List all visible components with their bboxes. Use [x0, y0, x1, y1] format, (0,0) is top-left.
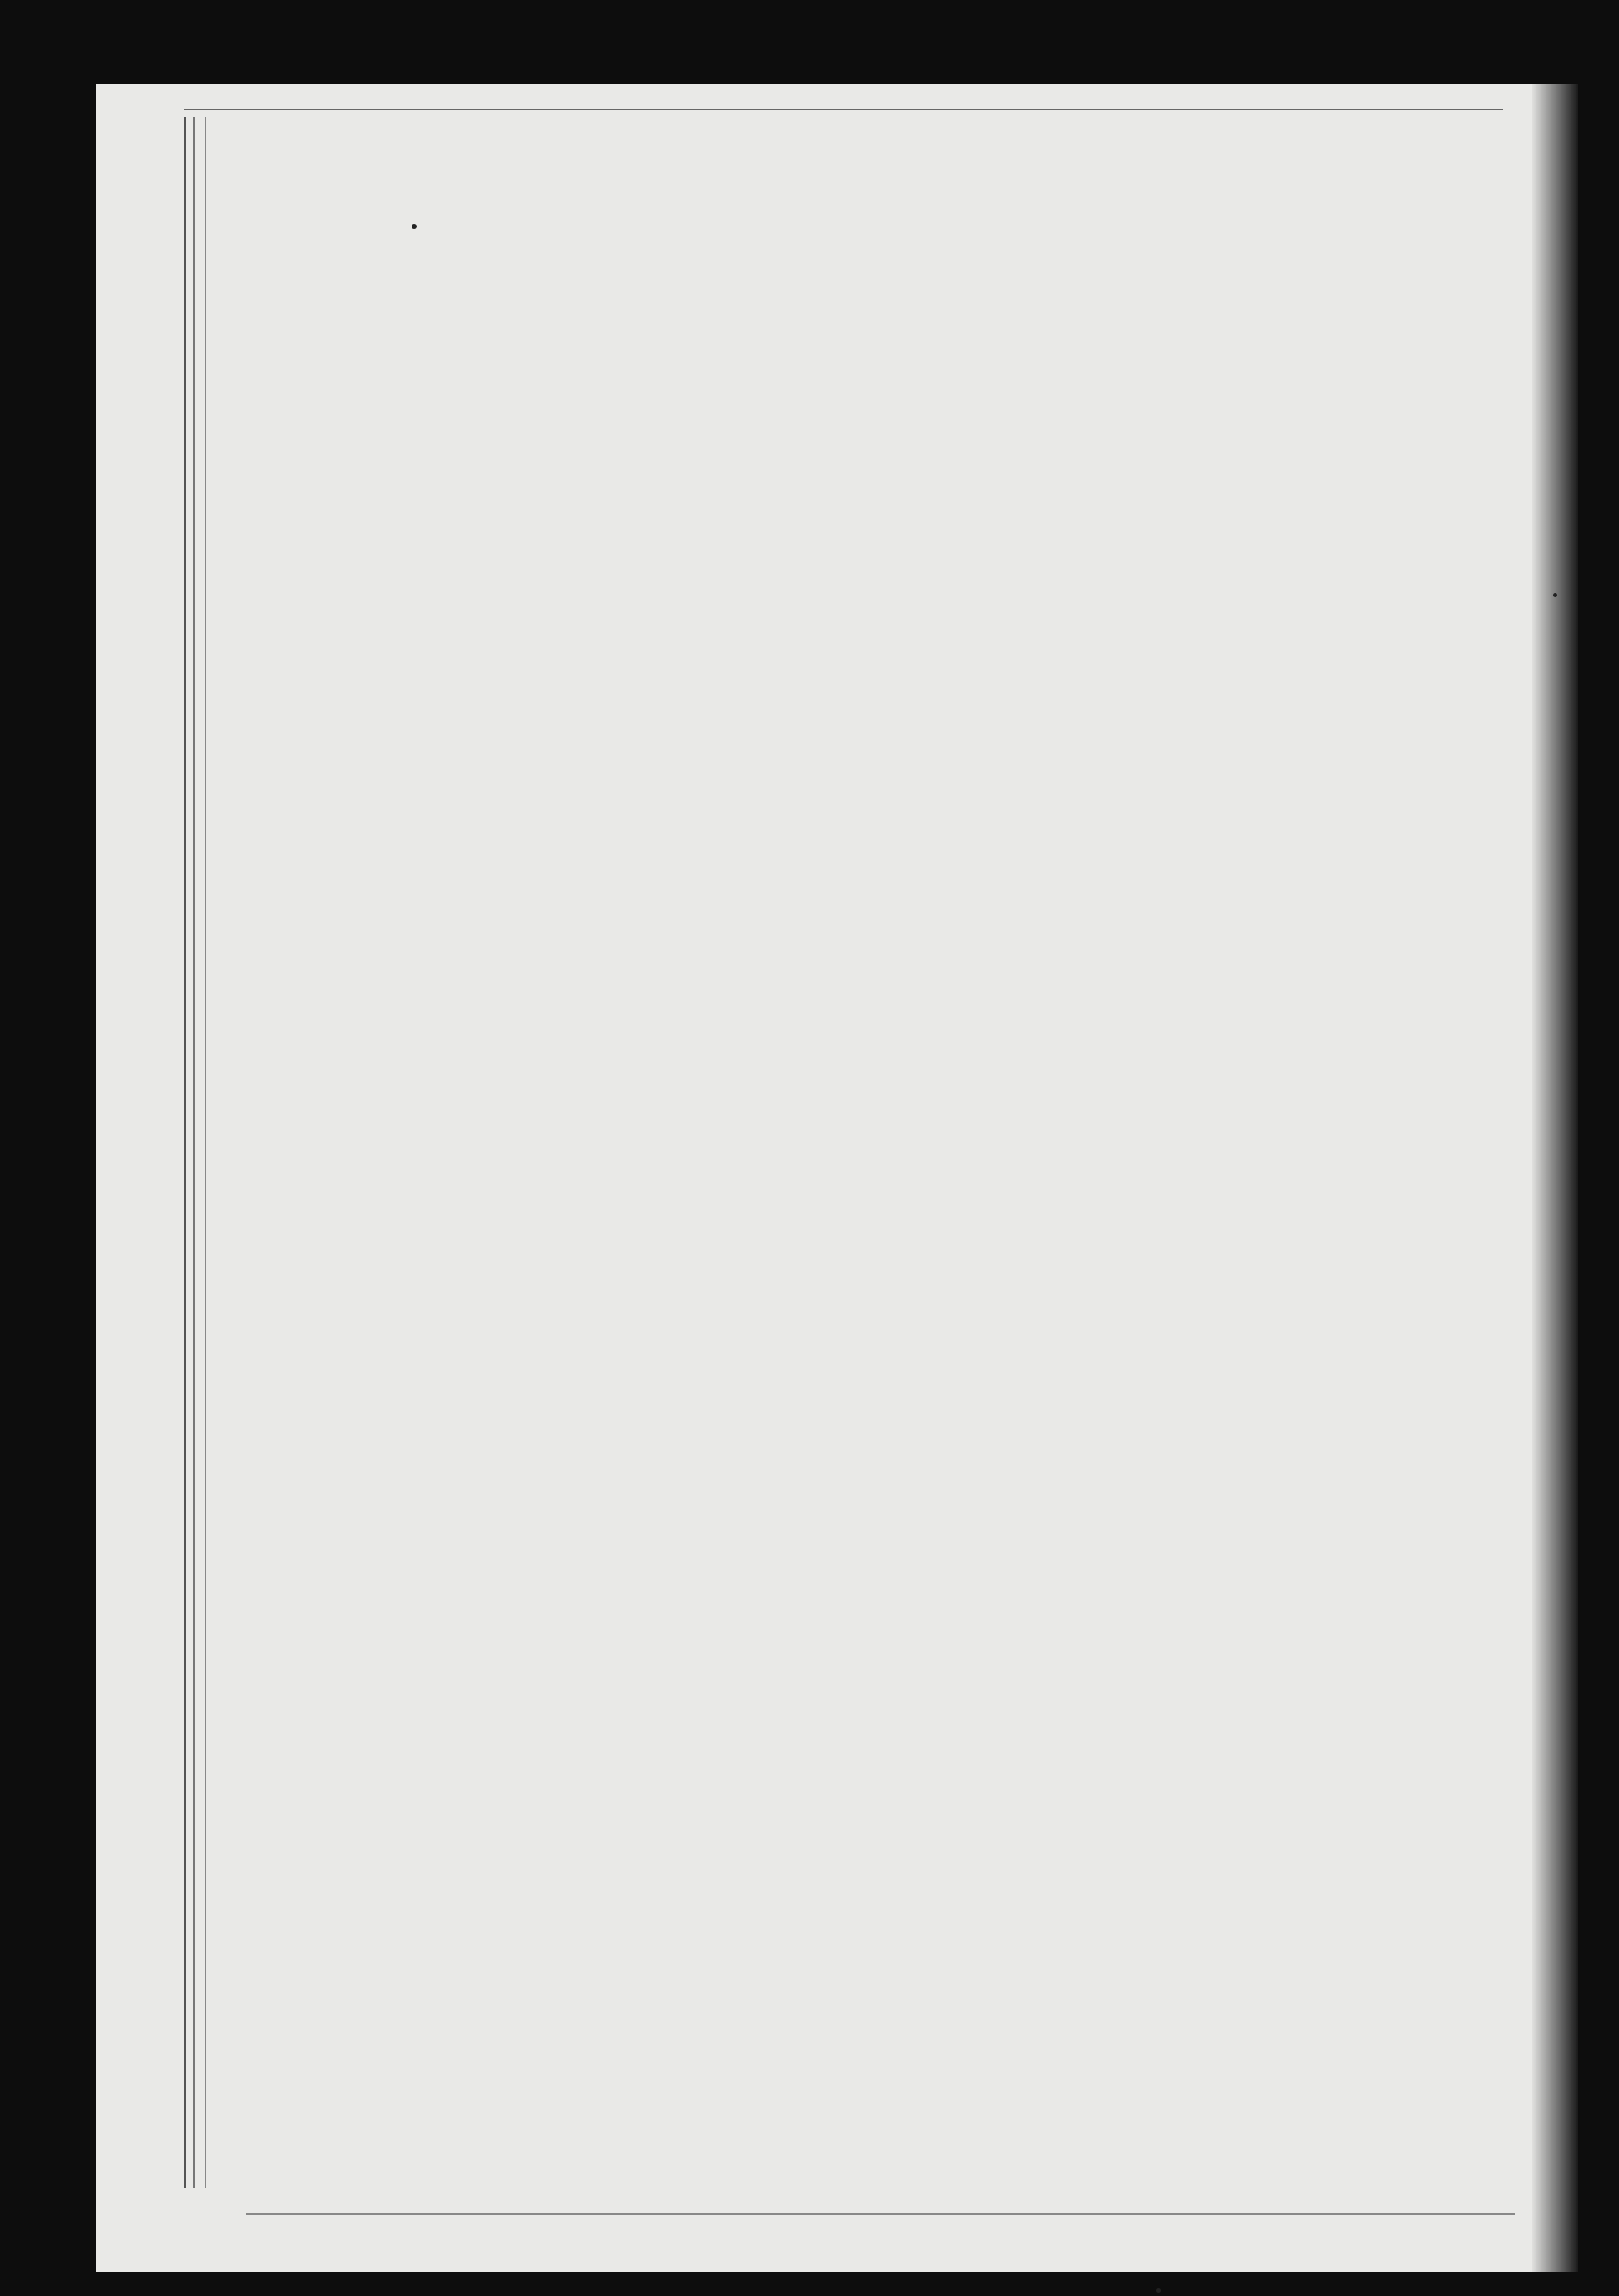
page-bottom-edge — [246, 2213, 1515, 2215]
ink-speck — [412, 224, 417, 229]
page-top-edge — [184, 109, 1503, 110]
ink-speck — [1156, 2288, 1161, 2293]
scanned-page — [96, 84, 1578, 2272]
page-shadow — [1532, 84, 1578, 2272]
ink-speck — [1553, 593, 1557, 597]
rotated-report — [0, 0, 246, 1754]
